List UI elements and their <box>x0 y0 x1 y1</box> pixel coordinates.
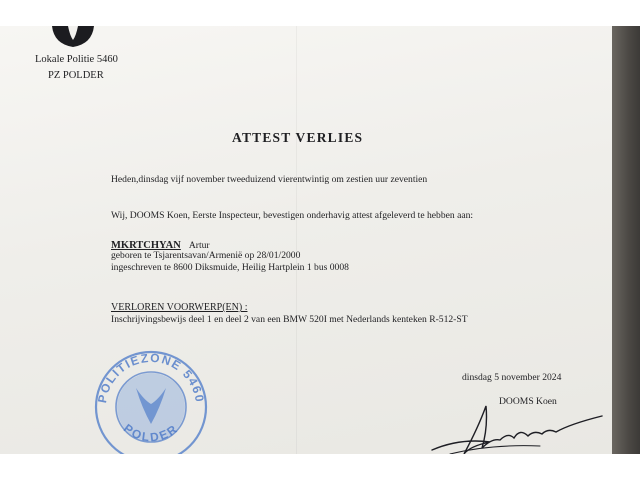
person-address: ingeschreven te 8600 Diksmuide, Heilig Hartplein 1 bus 0008 <box>111 262 349 273</box>
photo-margin-top <box>0 0 640 26</box>
officer-statement: Wij, DOOMS Koen, Eerste Inspecteur, bevestigen onderhavig attest afgeleverd te hebben aan: <box>111 210 474 221</box>
handwritten-signature <box>430 398 605 458</box>
org-unit: PZ POLDER <box>48 70 104 81</box>
stamp-ring-bottom: POLDER <box>120 421 182 445</box>
paper-fold <box>296 26 297 454</box>
lost-items-heading: VERLOREN VOORWERP(EN) : <box>111 302 248 313</box>
person-surname: MKRTCHYAN <box>111 240 181 251</box>
police-stamp <box>92 348 210 466</box>
lost-items-description: Inschrijvingsbewijs deel 1 en deel 2 van een BMW 520I met Nederlands kenteken R-512-ST <box>111 314 468 325</box>
signature-name: DOOMS Koen <box>499 396 557 407</box>
photo-margin-bottom <box>0 454 640 480</box>
stamp-ring-top: POLITIEZONE 5460 <box>95 350 207 405</box>
date-line: Heden,dinsdag vijf november tweeduizend vierentwintig om zestien uur zeventien <box>111 174 428 185</box>
person-birth: geboren te Tsjarentsavan/Armenië op 28/01/2000 <box>111 250 301 261</box>
document-title: ATTEST VERLIES <box>232 130 364 145</box>
desk-background <box>612 26 640 454</box>
org-name: Lokale Politie 5460 <box>35 54 118 65</box>
person-firstname: Artur <box>188 240 210 251</box>
police-logo-icon <box>50 26 96 48</box>
signature-date: dinsdag 5 november 2024 <box>462 372 562 383</box>
